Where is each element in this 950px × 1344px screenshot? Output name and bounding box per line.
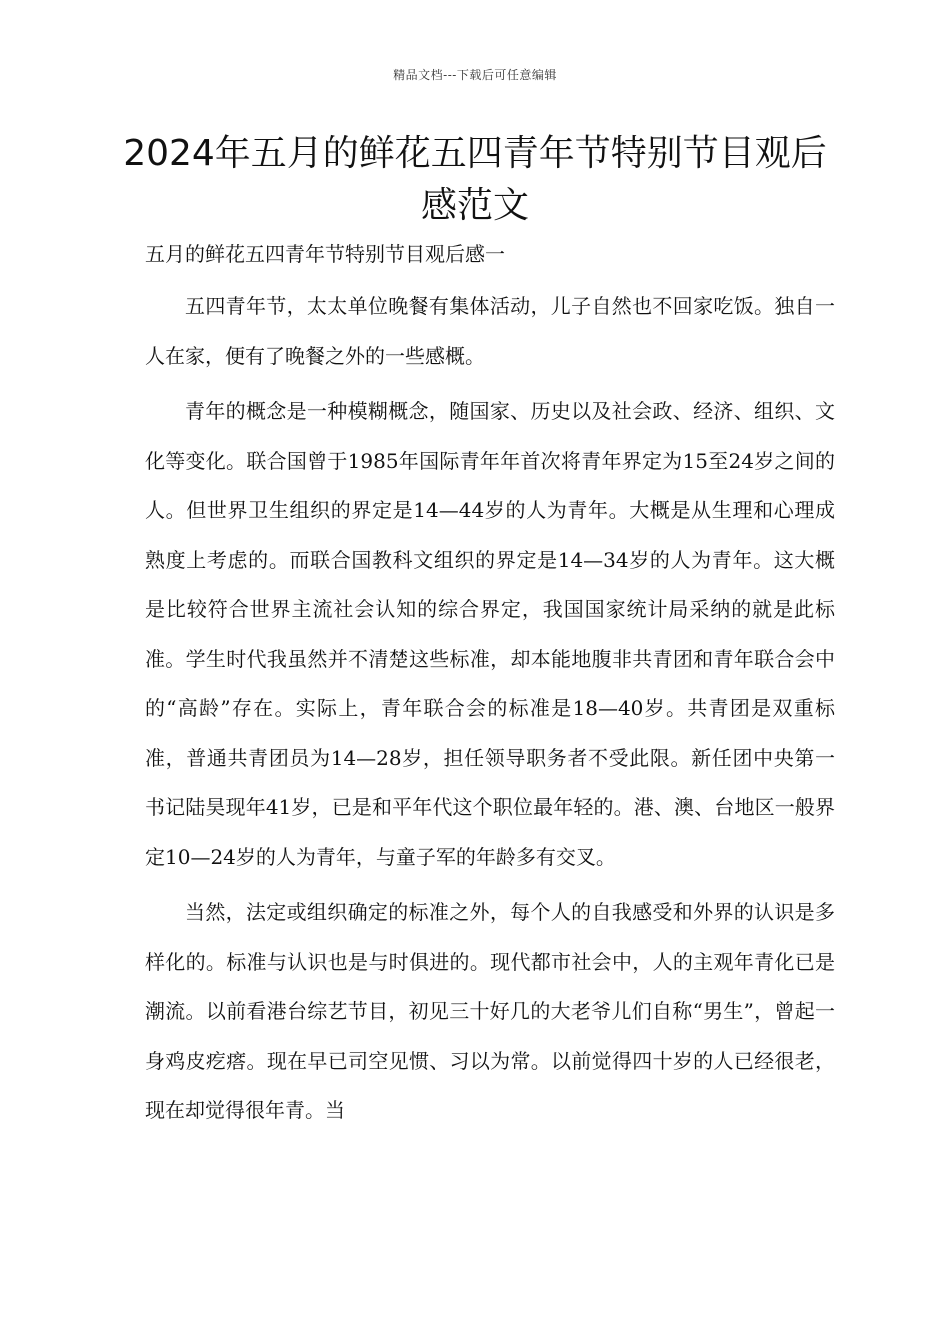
section-heading: 五月的鲜花五四青年节特别节目观后感一 — [145, 242, 505, 266]
document-body — [145, 232, 835, 1136]
paragraph-1: 五四青年节，太太单位晚餐有集体活动，儿子自然也不回家吃饭。独自一人在家，便有了晚餐之外的一些感概。 — [145, 294, 835, 368]
paragraph-3: 当然，法定或组织确定的标准之外，每个人的自我感受和外界的认识是多样化的。标准与认识也是与时俱进的。现代都市社会中，人的主观年青化已是潮流。以前看港台综艺节目，初见三十好几的大老爷儿们自称“男生”，曾起一身鸡皮疙瘩。现在早已司空见惯、习以为常。以前觉得四十岁的人已经很老，现在却觉得很年青。当 — [145, 900, 835, 1122]
document-title: 2024年五月的鲜花五四青年节特别节目观后感范文 — [123, 133, 827, 226]
header-note: 精品文档---下载后可任意编辑 — [393, 68, 557, 82]
paragraph-2: 青年的概念是一种模糊概念，随国家、历史以及社会政、经济、组织、文化等变化。联合国曾于1985年国际青年年首次将青年界定为15至24岁之间的人。但世界卫生组织的界定是14—44岁的人为青年。大概是从生理和心理成熟度上考虑的。而联合国教科文组织的界定是14—34岁的人为青年。这大概是比较符合世界主流社会认知的综合界定，我国国家统计局采纳的就是此标准。学生时代我虽然并不清楚这些标准，却本能地腹非共青团和青年联合会中的“高龄”存在。实际上，青年联合会的标准是18—40岁。共青团是双重标准，普通共青团员为14—28岁，担任领导职务者不受此限。新任团中央第一书记陆昊现年41岁，已是和平年代这个职位最年轻的。港、澳、台地区一般界定10—24岁的人为青年，与童子军的年龄多有交叉。 — [145, 399, 835, 869]
